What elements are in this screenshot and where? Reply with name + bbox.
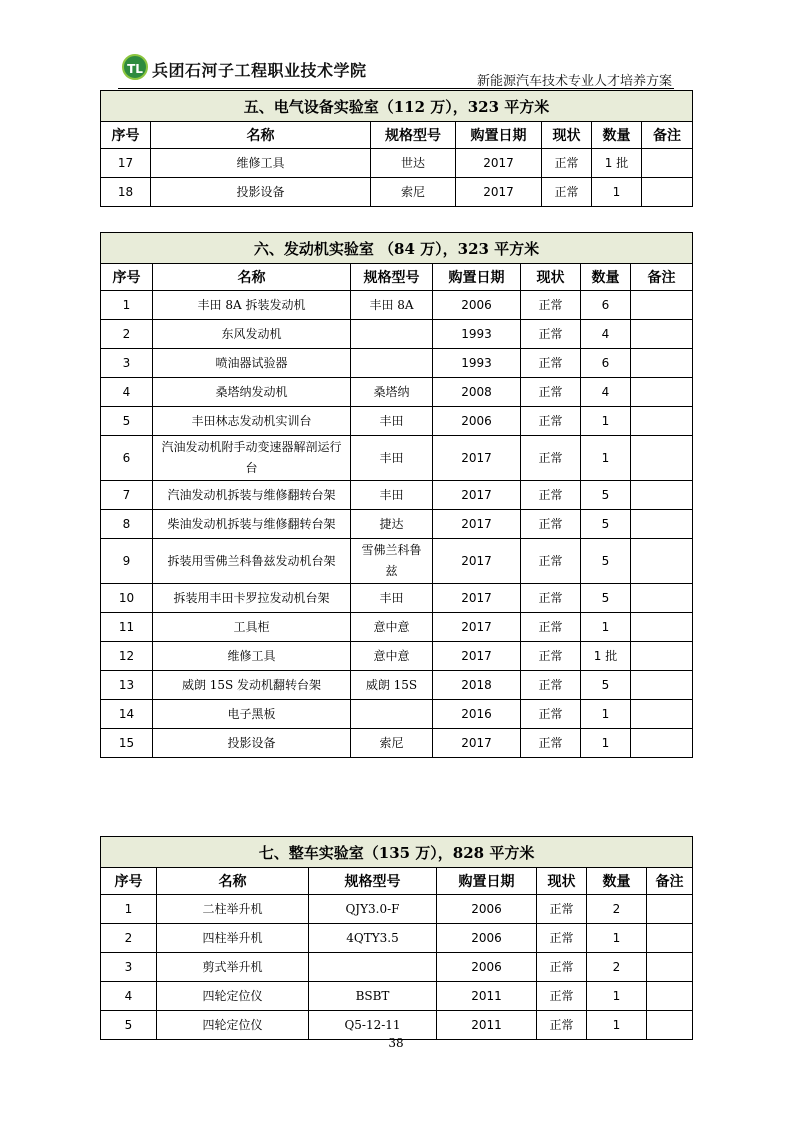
item-note — [631, 481, 693, 510]
item-status: 正常 — [521, 539, 581, 584]
row-number: 1 — [101, 895, 157, 924]
item-quantity: 6 — [581, 291, 631, 320]
item-note — [631, 407, 693, 436]
item-quantity: 5 — [581, 671, 631, 700]
item-quantity: 6 — [581, 349, 631, 378]
row-number: 12 — [101, 642, 153, 671]
row-number: 1 — [101, 291, 153, 320]
item-status: 正常 — [521, 349, 581, 378]
column-header-model: 规格型号 — [309, 868, 437, 895]
row-number: 14 — [101, 700, 153, 729]
row-number: 6 — [101, 436, 153, 481]
column-header-model: 规格型号 — [351, 264, 433, 291]
item-status: 正常 — [542, 178, 592, 207]
table-row — [101, 407, 693, 436]
item-quantity: 4 — [581, 378, 631, 407]
item-model: 世达 — [371, 149, 456, 178]
column-header-name: 名称 — [157, 868, 309, 895]
item-quantity: 1 批 — [581, 642, 631, 671]
item-note — [631, 584, 693, 613]
item-status: 正常 — [521, 613, 581, 642]
row-number: 2 — [101, 924, 157, 953]
item-name: 四柱举升机 — [157, 924, 309, 953]
item-quantity: 1 — [581, 700, 631, 729]
item-note — [631, 729, 693, 758]
item-model: 丰田 8A — [351, 291, 433, 320]
item-model: Q5-12-11 — [309, 1011, 437, 1040]
row-number: 10 — [101, 584, 153, 613]
item-quantity: 2 — [587, 953, 647, 982]
item-model: 丰田 — [351, 407, 433, 436]
column-header-note: 备注 — [631, 264, 693, 291]
item-name: 投影设备 — [151, 178, 371, 207]
section-title: 七、整车实验室（135 万），828 平方米 — [101, 837, 693, 868]
table-row — [101, 953, 693, 982]
item-name: 剪式举升机 — [157, 953, 309, 982]
item-model: 索尼 — [351, 729, 433, 758]
item-note — [642, 149, 693, 178]
item-name: 威朗 15S 发动机翻转台架 — [153, 671, 351, 700]
item-note — [647, 953, 693, 982]
item-status: 正常 — [542, 149, 592, 178]
item-status: 正常 — [537, 1011, 587, 1040]
item-name: 东风发动机 — [153, 320, 351, 349]
table-row — [101, 924, 693, 953]
item-model: 捷达 — [351, 510, 433, 539]
item-quantity: 5 — [581, 584, 631, 613]
section-title: 五、电气设备实验室（112 万），323 平方米 — [101, 91, 693, 122]
item-name: 四轮定位仪 — [157, 1011, 309, 1040]
purchase-date: 2017 — [433, 539, 521, 584]
equipment-table-electrical-lab — [100, 90, 693, 207]
item-name: 四轮定位仪 — [157, 982, 309, 1011]
page-header — [100, 50, 692, 90]
row-number: 17 — [101, 149, 151, 178]
purchase-date: 2006 — [433, 407, 521, 436]
item-status: 正常 — [521, 378, 581, 407]
column-header-qty: 数量 — [587, 868, 647, 895]
table-row — [101, 539, 693, 584]
purchase-date: 2017 — [456, 149, 542, 178]
item-note — [631, 539, 693, 584]
item-model: 索尼 — [371, 178, 456, 207]
item-status: 正常 — [537, 982, 587, 1011]
item-name: 丰田 8A 拆装发动机 — [153, 291, 351, 320]
column-header-qty: 数量 — [592, 122, 642, 149]
table-row — [101, 982, 693, 1011]
item-model: 威朗 15S — [351, 671, 433, 700]
column-header-no: 序号 — [101, 264, 153, 291]
column-header-note: 备注 — [642, 122, 693, 149]
item-quantity: 1 — [592, 178, 642, 207]
item-name: 拆装用雪佛兰科鲁兹发动机台架 — [153, 539, 351, 584]
purchase-date: 2006 — [433, 291, 521, 320]
purchase-date: 2006 — [437, 924, 537, 953]
item-status: 正常 — [521, 584, 581, 613]
table-row — [101, 895, 693, 924]
purchase-date: 2017 — [433, 613, 521, 642]
column-header-date: 购置日期 — [456, 122, 542, 149]
school-name: 兵团石河子工程职业技术学院 — [152, 61, 367, 80]
item-name: 柴油发动机拆装与维修翻转台架 — [153, 510, 351, 539]
purchase-date: 2017 — [456, 178, 542, 207]
purchase-date: 2017 — [433, 729, 521, 758]
item-note — [631, 510, 693, 539]
purchase-date: 2017 — [433, 642, 521, 671]
item-status: 正常 — [521, 407, 581, 436]
purchase-date: 2006 — [437, 953, 537, 982]
item-quantity: 5 — [581, 510, 631, 539]
item-note — [631, 700, 693, 729]
item-note — [631, 436, 693, 481]
item-name: 电子黑板 — [153, 700, 351, 729]
section-title: 六、发动机实验室 （84 万），323 平方米 — [101, 233, 693, 264]
item-name: 投影设备 — [153, 729, 351, 758]
purchase-date: 2018 — [433, 671, 521, 700]
purchase-date: 2008 — [433, 378, 521, 407]
item-status: 正常 — [521, 291, 581, 320]
item-model: 意中意 — [351, 613, 433, 642]
row-number: 5 — [101, 1011, 157, 1040]
purchase-date: 2016 — [433, 700, 521, 729]
item-name: 工具柜 — [153, 613, 351, 642]
item-quantity: 1 — [581, 729, 631, 758]
item-note — [631, 378, 693, 407]
item-model: QJY3.0-F — [309, 895, 437, 924]
item-model: 桑塔纳 — [351, 378, 433, 407]
row-number: 15 — [101, 729, 153, 758]
item-note — [631, 613, 693, 642]
item-model: 丰田 — [351, 481, 433, 510]
item-status: 正常 — [537, 924, 587, 953]
column-header-date: 购置日期 — [433, 264, 521, 291]
header-divider — [118, 88, 674, 89]
item-model: 意中意 — [351, 642, 433, 671]
column-header-note: 备注 — [647, 868, 693, 895]
item-quantity: 5 — [581, 539, 631, 584]
item-quantity: 1 — [581, 407, 631, 436]
item-model: 4QTY3.5 — [309, 924, 437, 953]
column-header-qty: 数量 — [581, 264, 631, 291]
item-status: 正常 — [521, 320, 581, 349]
item-note — [647, 895, 693, 924]
column-header-status: 现状 — [521, 264, 581, 291]
table-row — [101, 584, 693, 613]
column-header-name: 名称 — [151, 122, 371, 149]
item-status: 正常 — [521, 642, 581, 671]
column-header-no: 序号 — [101, 868, 157, 895]
item-note — [631, 349, 693, 378]
item-name: 维修工具 — [153, 642, 351, 671]
row-number: 2 — [101, 320, 153, 349]
item-model — [351, 349, 433, 378]
item-quantity: 1 — [581, 613, 631, 642]
table-row — [101, 349, 693, 378]
item-quantity: 2 — [587, 895, 647, 924]
item-name: 喷油器试验器 — [153, 349, 351, 378]
table-row — [101, 149, 693, 178]
item-status: 正常 — [521, 729, 581, 758]
row-number: 11 — [101, 613, 153, 642]
item-status: 正常 — [537, 953, 587, 982]
item-note — [631, 642, 693, 671]
item-status: 正常 — [521, 481, 581, 510]
item-model: BSBT — [309, 982, 437, 1011]
item-model — [351, 700, 433, 729]
item-status: 正常 — [521, 671, 581, 700]
page-number: 38 — [388, 1036, 404, 1050]
column-header-status: 现状 — [537, 868, 587, 895]
row-number: 3 — [101, 953, 157, 982]
item-name: 维修工具 — [151, 149, 371, 178]
purchase-date: 2017 — [433, 510, 521, 539]
row-number: 9 — [101, 539, 153, 584]
item-name: 汽油发动机附手动变速器解剖运行台 — [153, 436, 351, 481]
column-header-model: 规格型号 — [371, 122, 456, 149]
item-name: 汽油发动机拆装与维修翻转台架 — [153, 481, 351, 510]
table-row — [101, 700, 693, 729]
item-note — [642, 178, 693, 207]
table-row — [101, 510, 693, 539]
item-name: 桑塔纳发动机 — [153, 378, 351, 407]
item-model — [309, 953, 437, 982]
table-row — [101, 378, 693, 407]
row-number: 18 — [101, 178, 151, 207]
table-row — [101, 436, 693, 481]
item-status: 正常 — [521, 436, 581, 481]
table-row — [101, 291, 693, 320]
column-header-name: 名称 — [153, 264, 351, 291]
row-number: 3 — [101, 349, 153, 378]
table-row — [101, 613, 693, 642]
purchase-date: 1993 — [433, 349, 521, 378]
table-row — [101, 642, 693, 671]
item-status: 正常 — [521, 700, 581, 729]
item-model: 丰田 — [351, 436, 433, 481]
purchase-date: 2011 — [437, 982, 537, 1011]
item-name: 二柱举升机 — [157, 895, 309, 924]
table-row — [101, 481, 693, 510]
column-header-no: 序号 — [101, 122, 151, 149]
item-name: 拆装用丰田卡罗拉发动机台架 — [153, 584, 351, 613]
table-row — [101, 729, 693, 758]
table-row — [101, 671, 693, 700]
row-number: 7 — [101, 481, 153, 510]
item-status: 正常 — [537, 895, 587, 924]
item-quantity: 4 — [581, 320, 631, 349]
purchase-date: 2011 — [437, 1011, 537, 1040]
item-note — [631, 291, 693, 320]
table-row — [101, 178, 693, 207]
table-row — [101, 320, 693, 349]
program-title: 新能源汽车技术专业人才培养方案 — [476, 74, 672, 89]
item-quantity: 5 — [581, 481, 631, 510]
item-quantity: 1 — [587, 982, 647, 1011]
item-model — [351, 320, 433, 349]
equipment-table-vehicle-lab — [100, 836, 693, 1040]
row-number: 4 — [101, 982, 157, 1011]
column-header-status: 现状 — [542, 122, 592, 149]
row-number: 8 — [101, 510, 153, 539]
item-status: 正常 — [521, 510, 581, 539]
row-number: 5 — [101, 407, 153, 436]
purchase-date: 2006 — [437, 895, 537, 924]
purchase-date: 2017 — [433, 584, 521, 613]
column-header-date: 购置日期 — [437, 868, 537, 895]
equipment-table-engine-lab — [100, 232, 693, 758]
item-model: 雪佛兰科鲁兹 — [351, 539, 433, 584]
item-model: 丰田 — [351, 584, 433, 613]
item-note — [647, 924, 693, 953]
item-name: 丰田林志发动机实训台 — [153, 407, 351, 436]
row-number: 4 — [101, 378, 153, 407]
item-note — [631, 320, 693, 349]
school-logo-icon: TL — [122, 54, 148, 80]
row-number: 13 — [101, 671, 153, 700]
item-quantity: 1 — [587, 1011, 647, 1040]
item-quantity: 1 — [581, 436, 631, 481]
item-quantity: 1 批 — [592, 149, 642, 178]
item-note — [647, 982, 693, 1011]
item-quantity: 1 — [587, 924, 647, 953]
item-note — [631, 671, 693, 700]
purchase-date: 2017 — [433, 436, 521, 481]
purchase-date: 1993 — [433, 320, 521, 349]
purchase-date: 2017 — [433, 481, 521, 510]
